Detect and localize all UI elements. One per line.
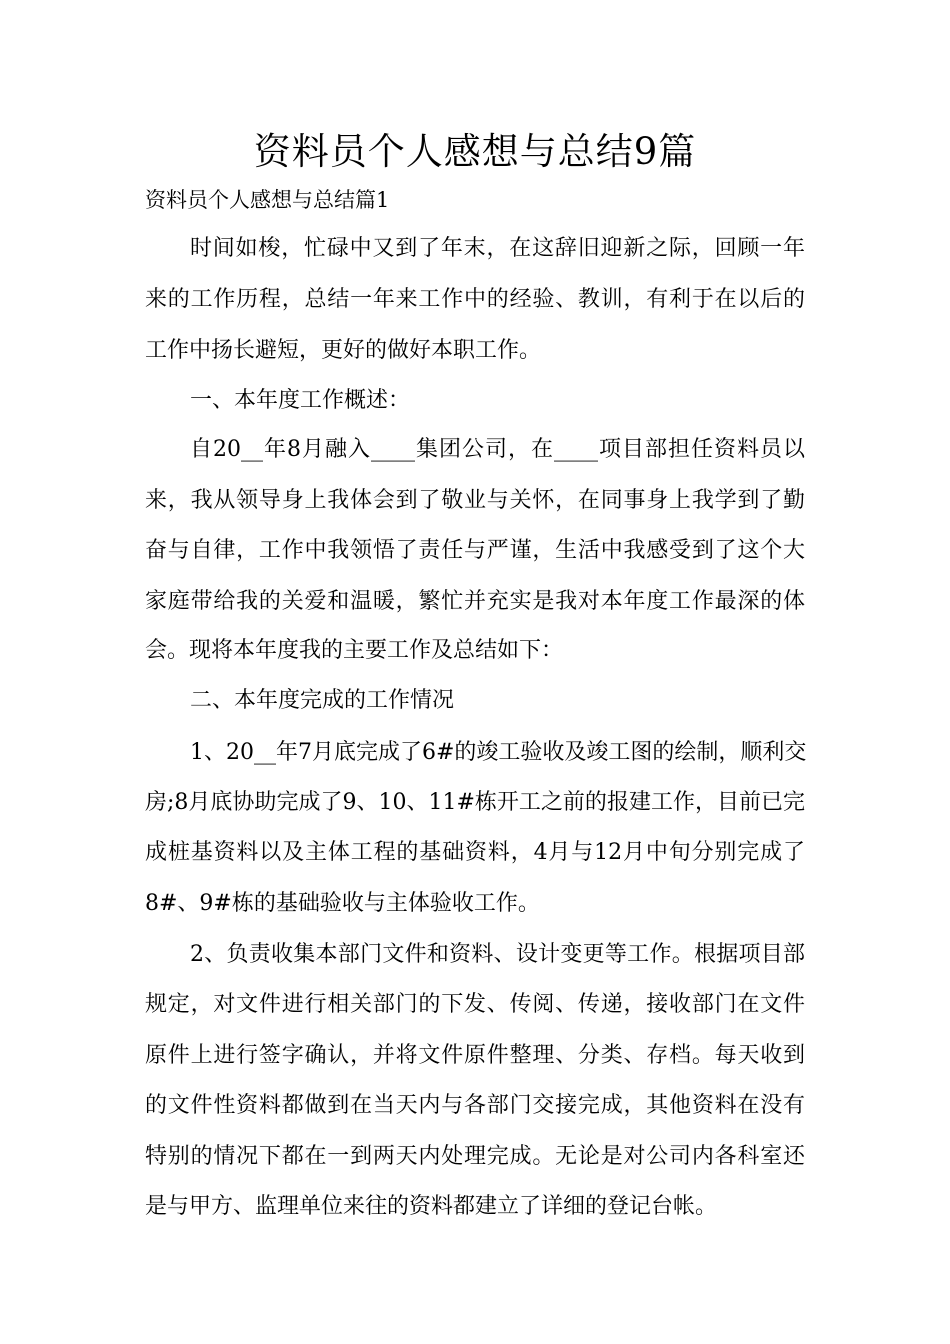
paragraph-line: 原件上进行签字确认，并将文件原件整理、分类、存档。每天收到 [145, 1043, 805, 1068]
document-title: 资料员个人感想与总结9篇 [253, 130, 697, 173]
paragraph-line: 自20__年8月融入____集团公司，在____项目部担任资料员以 [190, 437, 805, 462]
paragraph-line: 时间如梭，忙碌中又到了年末，在这辞旧迎新之际，回顾一年 [190, 236, 805, 261]
paragraph-line: 工作中扬长避短，更好的做好本职工作。 [145, 338, 542, 363]
subheading-line: 一、本年度工作概述： [190, 388, 411, 413]
section-heading: 资料员个人感想与总结篇1 [145, 188, 390, 212]
paragraph-line: 来的工作历程，总结一年来工作中的经验、教训，有利于在以后的 [145, 287, 805, 312]
paragraph-line: 规定，对文件进行相关部门的下发、传阅、传递，接收部门在文件 [145, 992, 805, 1017]
paragraph-line: 的文件性资料都做到在当天内与各部门交接完成，其他资料在没有 [145, 1093, 805, 1118]
paragraph-line: 是与甲方、监理单位来往的资料都建立了详细的登记台帐。 [145, 1194, 718, 1219]
paragraph-line: 2、负责收集本部门文件和资料、设计变更等工作。根据项目部 [190, 942, 805, 967]
paragraph-line: 来，我从领导身上我体会到了敬业与关怀，在同事身上我学到了勤 [145, 488, 805, 513]
paragraph-line: 房;8月底协助完成了9、10、11#栋开工之前的报建工作，目前已完 [145, 790, 805, 815]
paragraph-line: 奋与自律，工作中我领悟了责任与严谨，生活中我感受到了这个大 [145, 538, 805, 563]
paragraph-line: 8#、9#栋的基础验收与主体验收工作。 [145, 891, 540, 916]
paragraph-line: 会。现将本年度我的主要工作及总结如下： [145, 638, 564, 663]
paragraph-line: 1、20__年7月底完成了6#的竣工验收及竣工图的绘制，顺利交 [190, 740, 807, 765]
paragraph-line: 成桩基资料以及主体工程的基础资料，4月与12月中旬分别完成了 [145, 840, 805, 865]
subheading-line: 二、本年度完成的工作情况 [190, 688, 455, 713]
paragraph-line: 特别的情况下都在一到两天内处理完成。无论是对公司内各科室还 [145, 1144, 805, 1169]
paragraph-line: 家庭带给我的关爱和温暖，繁忙并充实是我对本年度工作最深的体 [145, 589, 805, 614]
